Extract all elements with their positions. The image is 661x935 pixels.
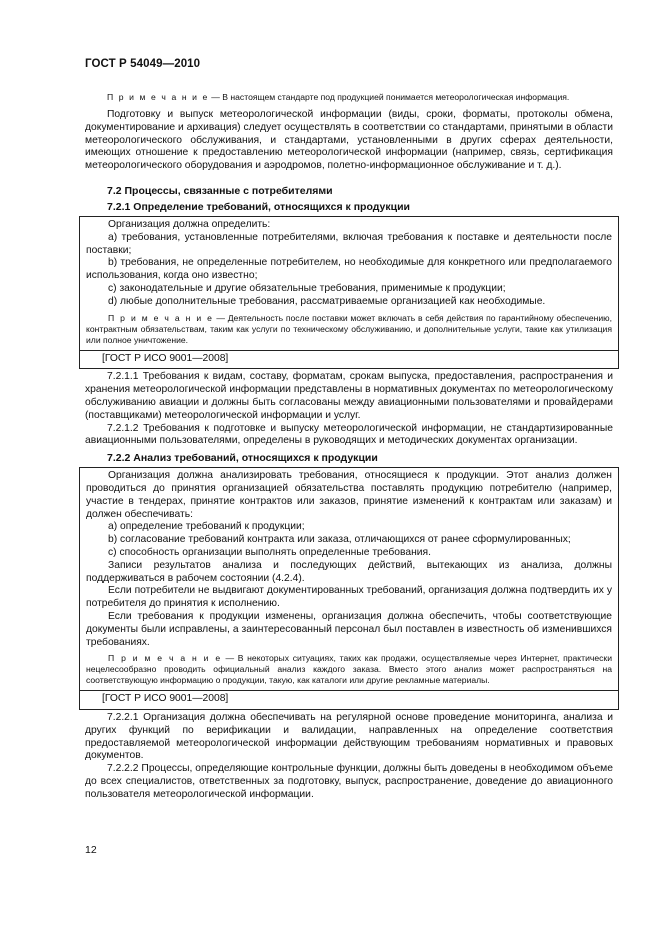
page-number: 12 [85, 844, 97, 856]
note-label: П р и м е ч а н и е [107, 92, 209, 102]
document-page [85, 58, 613, 802]
reference: [ГОСТ Р ИСО 9001—2008] [80, 350, 618, 366]
note-text: — Деятельность после поставки может включать в себя действия по гарантийному обеспечению, контрактным обязательствам, таким как услуги по техническому обслуживанию, и дополнительные услуги, такие как утилизация или полное уничтожение. [86, 312, 612, 345]
section-7-2-title: 7.2 Процессы, связанные с потребителями [107, 184, 333, 197]
note-label: П р и м е ч а н и е [108, 312, 214, 323]
box-paragraph: Если потребители не выдвигают документированных требований, организация должна подтвердить их у потребителя до принятия к исполнению. [86, 585, 612, 610]
box-line: b) требования, не определенные потребителем, но необходимые для конкретного или предполагаемого использования, когда оно известно; [86, 257, 612, 282]
section-7-2-1-title: 7.2.1 Определение требований, относящихся к продукции [107, 200, 410, 213]
box-line: c) законодательные и другие обязательные требования, применимые к продукции; [108, 282, 506, 294]
box-line: d) любые дополнительные требования, рассматриваемые организацией как необходимые. [108, 295, 546, 307]
reference: [ГОСТ Р ИСО 9001—2008] [80, 690, 618, 706]
note-text: — В некоторых ситуациях, таких как продажи, осуществляемые через Интернет, практически нецелесообразно проводить официальный анализ каждого заказа. Вместо этого анализ может распространяться на соответствующую информацию о продукции, такую, как каталоги или другие рекламные материалы. [86, 653, 612, 686]
box-paragraph: Записи результатов анализа и последующих действий, вытекающих из анализа, должны поддерживаться в рабочем состоянии (4.2.4). [86, 559, 612, 584]
paragraph-7-2-1-1: 7.2.1.1 Требования к видам, составу, форматам, срокам выпуска, предоставления, распространения и хранения метеорологической информации представлены в нормативных документах по метеорологическому обслуживанию авиации и должны быть согласованы между авиационными пользователями и провайдерами (поставщиками) метеорологической информации и услуг. [85, 371, 613, 421]
note-text: — В настоящем стандарте под продукцией понимается метеорологическая информация. [208, 92, 570, 102]
intro-note [85, 92, 613, 103]
quote-box-7-2-2 [79, 467, 619, 710]
paragraph-7-2-2-2: 7.2.2.2 Процессы, определяющие контрольные функции, должны быть доведены в необходимом объеме до всех специалистов, ответственных за подготовку, выпуск, распространение, доведение до авиационного пользователя метеорологической информации. [85, 763, 613, 800]
paragraph-7-2-1-2: 7.2.1.2 Требования к подготовке и выпуску метеорологической информации, не стандартизированные авиационными пользователями, определены в руководящих и методических документах организации. [85, 422, 613, 447]
box-note [86, 313, 612, 346]
box-line: Организация должна определить: [108, 218, 271, 230]
box-paragraph: Если требования к продукции изменены, организация должна обеспечить, чтобы соответствующие документы были исправлены, а заинтересованный персонал был поставлен в известность об изменившихся требованиях. [86, 610, 612, 648]
document-header: ГОСТ Р 54049—2010 [85, 58, 201, 70]
box-line: a) требования, установленные потребителями, включая требования к поставке и деятельности после поставки; [86, 231, 612, 256]
section-7-2-2-title: 7.2.2 Анализ требований, относящихся к продукции [107, 452, 378, 465]
quote-box-7-2-1 [79, 216, 619, 369]
box-note [86, 653, 612, 686]
box-list-item: c) способность организации выполнять определенные требования. [108, 546, 431, 558]
intro-paragraph: Подготовку и выпуск метеорологической информации (виды, сроки, форматы, протоколы обмена, документирование и архивация) следует осуществлять в соответствии со стандартами, принятыми в области метеорологического обслуживания, и стандартами, установленными в других сферах деятельности, имеющих отношение к предоставлению метеорологической информации (например, связь, сертификация метеорологического оборудования и аэродромов, полетно-информационное обслуживание и т. д.). [85, 109, 613, 172]
box-paragraph: Организация должна анализировать требования, относящиеся к продукции. Этот анализ должен проводиться до принятия организацией обязательства поставлять продукцию потребителю (например, участие в тендерах, принятие контрактов или заказов, принятие изменений к контрактам или заказам) и должен обеспечивать: [86, 470, 612, 520]
box-list-item: b) согласование требований контракта или заказа, отличающихся от ранее сформулированных; [108, 534, 571, 546]
box-list-item: a) определение требований к продукции; [108, 521, 305, 533]
note-label: П р и м е ч а н и е [108, 653, 222, 664]
paragraph-7-2-2-1: 7.2.2.1 Организация должна обеспечивать на регулярной основе проведение мониторинга, анализа и других функций по верификации и валидации, направленных на определение соответствия предоставляемой метеорологической информации действующим требованиям нормативных и правовых документов. [85, 712, 613, 762]
